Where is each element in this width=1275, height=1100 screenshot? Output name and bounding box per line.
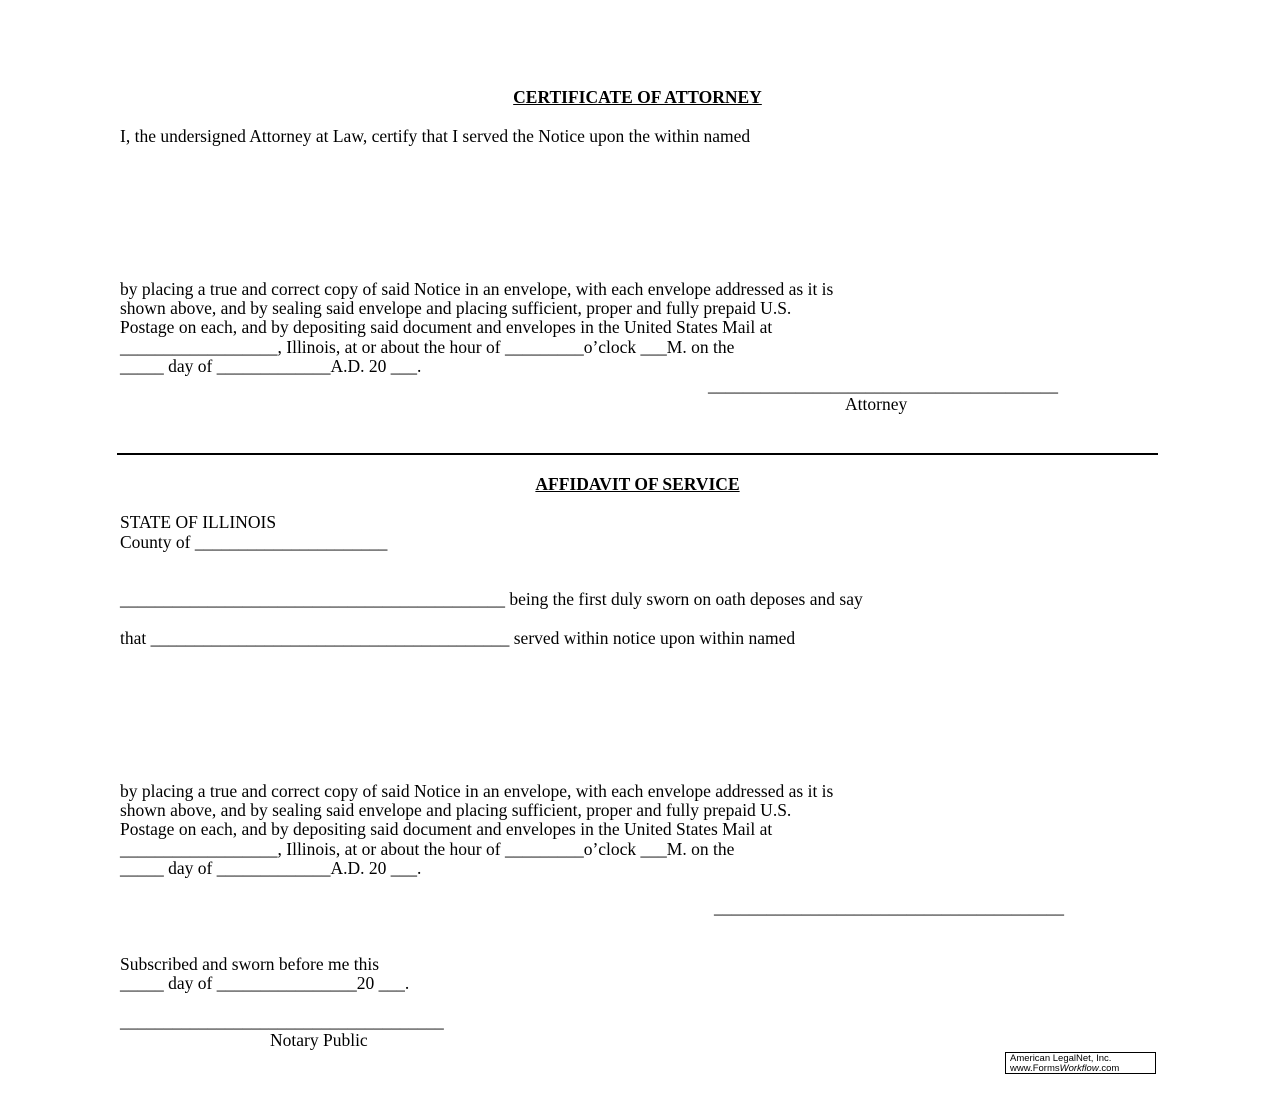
publisher-badge <box>1005 1052 1156 1074</box>
notary-signature-line: _____________________________________ <box>120 1011 444 1031</box>
attorney-signature-line: ________________________________________ <box>708 375 1058 395</box>
certificate-title: CERTIFICATE OF ATTORNEY <box>513 87 762 107</box>
affidavit-body-line: __________________, Illinois, at or about the hour of _________o’clock ___M. on the <box>120 839 735 859</box>
section-divider <box>117 453 1158 455</box>
affidavit-title: AFFIDAVIT OF SERVICE <box>535 474 740 494</box>
publisher-company: American LegalNet, Inc. <box>1010 1053 1112 1064</box>
affidavit-state: STATE OF ILLINOIS <box>120 512 277 532</box>
attorney-signature-label: Attorney <box>845 394 908 414</box>
affidavit-sworn-line: ____________________________________________ being the first duly sworn on oath deposes and say <box>120 589 863 609</box>
certificate-intro: I, the undersigned Attorney at Law, certify that I served the Notice upon the within named <box>120 126 751 146</box>
affidavit-body-line: shown above, and by sealing said envelope and placing sufficient, proper and fully prepaid U.S. <box>120 800 792 820</box>
subscribed-line: _____ day of ________________20 ___. <box>120 973 410 993</box>
affidavit-body-line: by placing a true and correct copy of said Notice in an envelope, with each envelope addressed as it is <box>120 781 834 801</box>
affidavit-body-line: _____ day of _____________A.D. 20 ___. <box>120 858 422 878</box>
certificate-body-line: shown above, and by sealing said envelope and placing sufficient, proper and fully prepaid U.S. <box>120 298 792 318</box>
affidavit-county: County of ______________________ <box>120 532 388 552</box>
certificate-body-line: __________________, Illinois, at or about the hour of _________o’clock ___M. on the <box>120 337 735 357</box>
subscribed-line: Subscribed and sworn before me this <box>120 954 380 974</box>
certificate-body-line: _____ day of _____________A.D. 20 ___. <box>120 356 422 376</box>
publisher-url: www.FormsWorkflow.com <box>1010 1063 1120 1074</box>
notary-label: Notary Public <box>270 1030 368 1050</box>
certificate-body-line: by placing a true and correct copy of said Notice in an envelope, with each envelope addressed as it is <box>120 279 834 299</box>
affidavit-body-line: Postage on each, and by depositing said document and envelopes in the United States Mail at <box>120 819 773 839</box>
affiant-signature-line: ________________________________________ <box>714 897 1064 917</box>
affidavit-served-line: that _________________________________________ served within notice upon within named <box>120 628 796 648</box>
certificate-body-line: Postage on each, and by depositing said document and envelopes in the United States Mail at <box>120 317 773 337</box>
